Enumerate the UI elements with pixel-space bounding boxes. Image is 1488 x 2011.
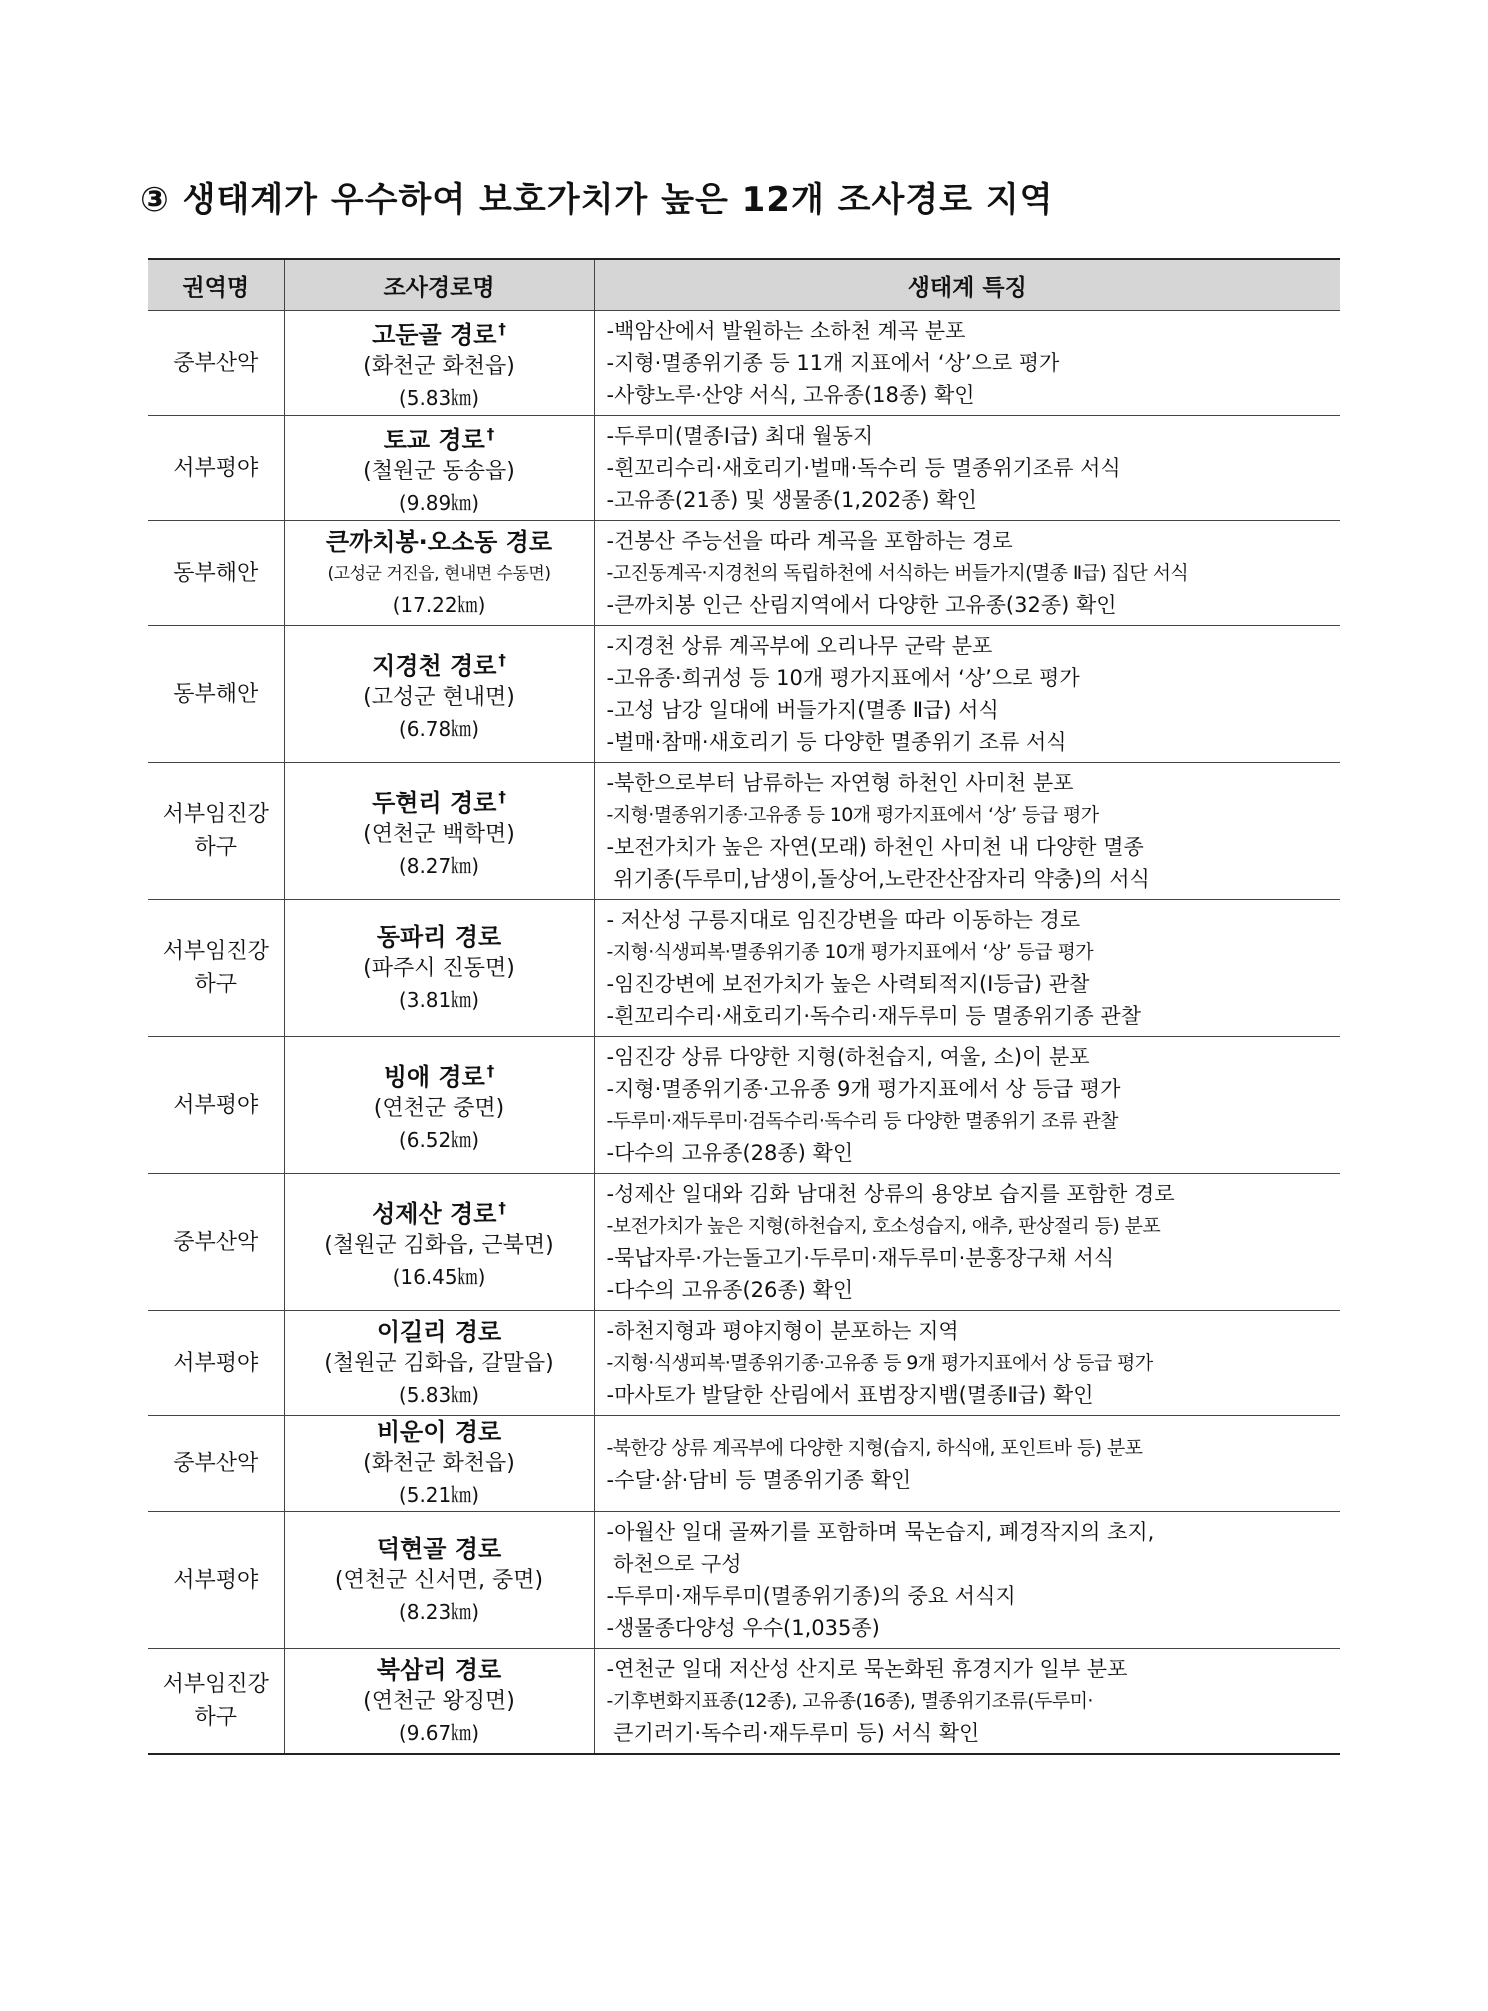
route-name-text: 북삼리 경로 — [376, 1655, 502, 1684]
table-row — [148, 1037, 1340, 1174]
route-length: (5.21㎞) — [398, 1483, 480, 1507]
feature-line: -생물종다양성 우수(1,035종) — [606, 1616, 880, 1640]
route-name-text: 지경천 경로 — [372, 651, 497, 680]
features-cell — [594, 1311, 1340, 1416]
region-cell — [148, 1311, 284, 1416]
features-cell — [594, 1649, 1340, 1755]
route-location: (철원군 동송읍) — [363, 458, 515, 484]
feature-line: -보전가치가 높은 지형(하천습지, 호소성습지, 애추, 판상절리 등) 분포 — [606, 1215, 1161, 1237]
route-name-text: 이길리 경로 — [376, 1317, 502, 1346]
route-cell — [284, 1649, 594, 1755]
feature-line: -북한으로부터 남류하는 자연형 하천인 사미천 분포 — [606, 771, 1074, 795]
region-name: 중부산악 — [173, 350, 259, 376]
feature-line: -흰꼬리수리·새호리기·벌매·독수리 등 멸종위기조류 서식 — [606, 456, 1121, 480]
region-name: 중부산악 — [173, 1229, 259, 1255]
feature-line: -고유종·희귀성 등 10개 평가지표에서 ‘상’으로 평가 — [606, 666, 1080, 690]
feature-line: -수달·삵·담비 등 멸종위기종 확인 — [606, 1467, 912, 1492]
feature-line: -백암산에서 발원하는 소하천 계곡 분포 — [606, 319, 966, 343]
route-location: (연천군 왕징면) — [363, 1688, 515, 1714]
route-length: (5.83㎞) — [398, 385, 480, 410]
route-location: (철원군 김화읍, 근북면) — [324, 1232, 554, 1258]
features-cell — [594, 763, 1340, 900]
feature-line: -사향노루·산양 서식, 고유종(18종) 확인 — [606, 383, 975, 407]
features-cell — [594, 626, 1340, 763]
region-cell — [148, 1037, 284, 1174]
route-name — [285, 526, 594, 558]
header-features: 생태계 특징 — [594, 259, 1340, 311]
route-name-text: 성제산 경로 — [372, 1199, 497, 1228]
dagger-mark: † — [486, 424, 495, 443]
route-location: (화천군 화천읍) — [363, 1451, 515, 1476]
route-location: (연천군 백학면) — [363, 821, 515, 847]
route-cell — [284, 626, 594, 763]
route-cell — [284, 521, 594, 626]
route-name — [285, 1416, 594, 1448]
header-route-name: 조사경로명 — [284, 259, 594, 311]
region-cell — [148, 763, 284, 900]
dagger-mark: † — [486, 1061, 495, 1080]
feature-line: -두루미(멸종Ⅰ급) 최대 월동지 — [606, 424, 874, 448]
feature-line: -흰꼬리수리·새호리기·독수리·재두루미 등 멸종위기종 관찰 — [606, 1004, 1141, 1028]
region-name: 서부평야 — [173, 1092, 259, 1118]
route-location: (화천군 화천읍) — [363, 353, 515, 379]
feature-line: -지형·식생피복·멸종위기종·고유종 등 9개 평가지표에서 상 등급 평가 — [606, 1352, 1153, 1374]
route-location: (파주시 진동면) — [363, 955, 515, 981]
region-cell — [148, 1649, 284, 1755]
dagger-mark: † — [498, 787, 506, 806]
header-region: 권역명 — [148, 259, 284, 311]
feature-line: -다수의 고유종(28종) 확인 — [606, 1141, 854, 1165]
route-length: (8.27㎞) — [398, 853, 480, 878]
feature-line: -마사토가 발달한 산림에서 표범장지뱀(멸종Ⅱ급) 확인 — [606, 1383, 1094, 1407]
route-length: (9.67㎞) — [398, 1720, 480, 1745]
feature-line: -지형·멸종위기종 등 11개 지표에서 ‘상’으로 평가 — [606, 351, 1060, 375]
feature-line: -보전가치가 높은 자연(모래) 하천인 사미천 내 다양한 멸종 — [606, 835, 1144, 859]
route-cell — [284, 900, 594, 1037]
region-name: 동부해안 — [173, 560, 259, 586]
feature-line: -벌매·참매·새호리기 등 다양한 멸종위기 조류 서식 — [606, 730, 1067, 754]
features-cell — [594, 311, 1340, 416]
route-cell — [284, 311, 594, 416]
feature-line: -임진강 상류 다양한 지형(하천습지, 여울, 소)이 분포 — [606, 1045, 1090, 1069]
region-name: 서부임진강 하구 — [162, 1672, 269, 1730]
region-cell — [148, 311, 284, 416]
route-name — [285, 1055, 594, 1093]
table-row — [148, 763, 1340, 900]
route-cell — [284, 1174, 594, 1311]
table-row — [148, 1174, 1340, 1311]
route-name-text: 고둔골 경로 — [372, 320, 497, 349]
feature-line: -임진강변에 보전가치가 높은 사력퇴적지(Ⅰ등급) 관찰 — [606, 972, 1090, 996]
route-cell — [284, 763, 594, 900]
features-cell — [594, 1512, 1340, 1649]
region-cell — [148, 900, 284, 1037]
region-name: 동부해안 — [173, 681, 259, 707]
region-name: 서부평야 — [173, 455, 259, 481]
features-cell — [594, 900, 1340, 1037]
feature-line: -지형·멸종위기종·고유종 9개 평가지표에서 상 등급 평가 — [606, 1077, 1121, 1101]
dagger-mark: † — [498, 650, 506, 669]
feature-line: -아월산 일대 골짜기를 포함하며 묵논습지, 폐경작지의 초지, — [606, 1520, 1155, 1544]
region-cell — [148, 521, 284, 626]
region-name: 서부평야 — [173, 1567, 259, 1593]
table-row — [148, 1649, 1340, 1755]
feature-line: -두루미·재두루미(멸종위기종)의 중요 서식지 — [606, 1584, 1016, 1608]
route-name-text: 비운이 경로 — [376, 1418, 502, 1446]
route-length: (6.52㎞) — [398, 1127, 480, 1152]
region-name: 서부평야 — [173, 1350, 259, 1376]
route-name-text: 토교 경로 — [383, 425, 485, 454]
feature-line: -지형·멸종위기종·고유종 등 10개 평가지표에서 ‘상’ 등급 평가 — [606, 804, 1099, 826]
route-location: (고성군 거진읍, 현내면 수동면) — [327, 563, 551, 584]
feature-line: 하천으로 구성 — [606, 1552, 742, 1576]
route-length: (16.45㎞) — [392, 1264, 486, 1289]
route-length: (17.22㎞) — [392, 592, 486, 617]
route-cell — [284, 1311, 594, 1416]
table-row — [148, 900, 1340, 1037]
table-header-row — [148, 259, 1340, 311]
route-name-text: 두현리 경로 — [372, 788, 497, 817]
route-name — [285, 1192, 594, 1230]
features-cell — [594, 1174, 1340, 1311]
route-name-text: 빙애 경로 — [383, 1062, 485, 1091]
feature-line: -건봉산 주능선을 따라 계곡을 포함하는 경로 — [606, 529, 1013, 553]
table-row — [148, 1311, 1340, 1416]
region-name: 중부산악 — [173, 1451, 259, 1476]
region-name: 서부임진강 하구 — [162, 939, 269, 997]
table-row — [148, 1416, 1340, 1512]
feature-line: -묵납자루·가는돌고기·두루미·재두루미·분홍장구채 서식 — [606, 1246, 1115, 1270]
feature-line: -지형·식생피복·멸종위기종 10개 평가지표에서 ‘상’ 등급 평가 — [606, 941, 1094, 963]
table-row — [148, 311, 1340, 416]
region-name: 서부임진강 하구 — [162, 802, 269, 860]
page-title: ③ 생태계가 우수하여 보호가치가 높은 12개 조사경로 지역 — [140, 180, 1054, 220]
route-name — [285, 1316, 594, 1348]
feature-line: -두루미·재두루미·검독수리·독수리 등 다양한 멸종위기 조류 관찰 — [606, 1110, 1118, 1132]
feature-line: -하천지형과 평야지형이 분포하는 지역 — [606, 1319, 959, 1343]
features-cell — [594, 1416, 1340, 1512]
route-location: (연천군 중면) — [373, 1095, 505, 1121]
route-name-text: 덕현골 경로 — [376, 1534, 502, 1563]
features-cell — [594, 521, 1340, 626]
feature-line: - 저산성 구릉지대로 임진강변을 따라 이동하는 경로 — [606, 908, 1081, 932]
route-name — [285, 1654, 594, 1686]
feature-line: -성제산 일대와 김화 남대천 상류의 용양보 습지를 포함한 경로 — [606, 1182, 1175, 1206]
route-name — [285, 781, 594, 819]
feature-line: 위기종(두루미,남생이,돌상어,노란잔산잠자리 약충)의 서식 — [606, 867, 1150, 891]
features-cell — [594, 416, 1340, 521]
feature-line: -기후변화지표종(12종), 고유종(16종), 멸종위기조류(두루미· — [606, 1690, 1093, 1712]
route-length: (3.81㎞) — [398, 987, 480, 1012]
table-row — [148, 626, 1340, 763]
features-cell — [594, 1037, 1340, 1174]
route-name-text: 큰까치봉·오소동 경로 — [325, 527, 553, 556]
route-cell — [284, 1037, 594, 1174]
route-name — [285, 418, 594, 456]
table-body — [148, 311, 1340, 1755]
region-cell — [148, 1512, 284, 1649]
feature-line: 큰기러기·독수리·재두루미 등) 서식 확인 — [606, 1721, 980, 1745]
region-cell — [148, 626, 284, 763]
feature-line: -고유종(21종) 및 생물종(1,202종) 확인 — [606, 488, 977, 512]
region-cell — [148, 1416, 284, 1512]
route-location: (고성군 현내면) — [363, 684, 515, 710]
route-location: (연천군 신서면, 중면) — [334, 1567, 544, 1593]
feature-line: -큰까치봉 인근 산림지역에서 다양한 고유종(32종) 확인 — [606, 593, 1117, 617]
feature-line: -고진동계곡·지경천의 독립하천에 서식하는 버들가지(멸종 Ⅱ급) 집단 서식 — [606, 562, 1189, 584]
route-name — [285, 921, 594, 953]
route-location: (철원군 김화읍, 갈말읍) — [324, 1350, 554, 1376]
feature-line: -연천군 일대 저산성 산지로 묵논화된 휴경지가 일부 분포 — [606, 1657, 1128, 1681]
dagger-mark: † — [498, 319, 506, 338]
route-length: (6.78㎞) — [398, 716, 480, 741]
route-cell — [284, 1416, 594, 1512]
table-row — [148, 521, 1340, 626]
table-row — [148, 416, 1340, 521]
feature-line: -북한강 상류 계곡부에 다양한 지형(습지, 하식애, 포인트바 등) 분포 — [606, 1436, 1143, 1459]
feature-line: -고성 남강 일대에 버들가지(멸종 Ⅱ급) 서식 — [606, 698, 999, 722]
region-cell — [148, 416, 284, 521]
table-row — [148, 1512, 1340, 1649]
route-name — [285, 1533, 594, 1565]
route-length: (5.83㎞) — [398, 1382, 480, 1407]
route-length: (8.23㎞) — [398, 1599, 480, 1624]
route-table — [148, 258, 1340, 1755]
route-length: (9.89㎞) — [398, 490, 480, 515]
feature-line: -지경천 상류 계곡부에 오리나무 군락 분포 — [606, 634, 993, 658]
region-cell — [148, 1174, 284, 1311]
route-name — [285, 313, 594, 351]
route-name — [285, 644, 594, 682]
feature-line: -다수의 고유종(26종) 확인 — [606, 1278, 854, 1302]
route-name-text: 동파리 경로 — [376, 922, 502, 951]
route-cell — [284, 416, 594, 521]
route-cell — [284, 1512, 594, 1649]
dagger-mark: † — [498, 1198, 506, 1217]
